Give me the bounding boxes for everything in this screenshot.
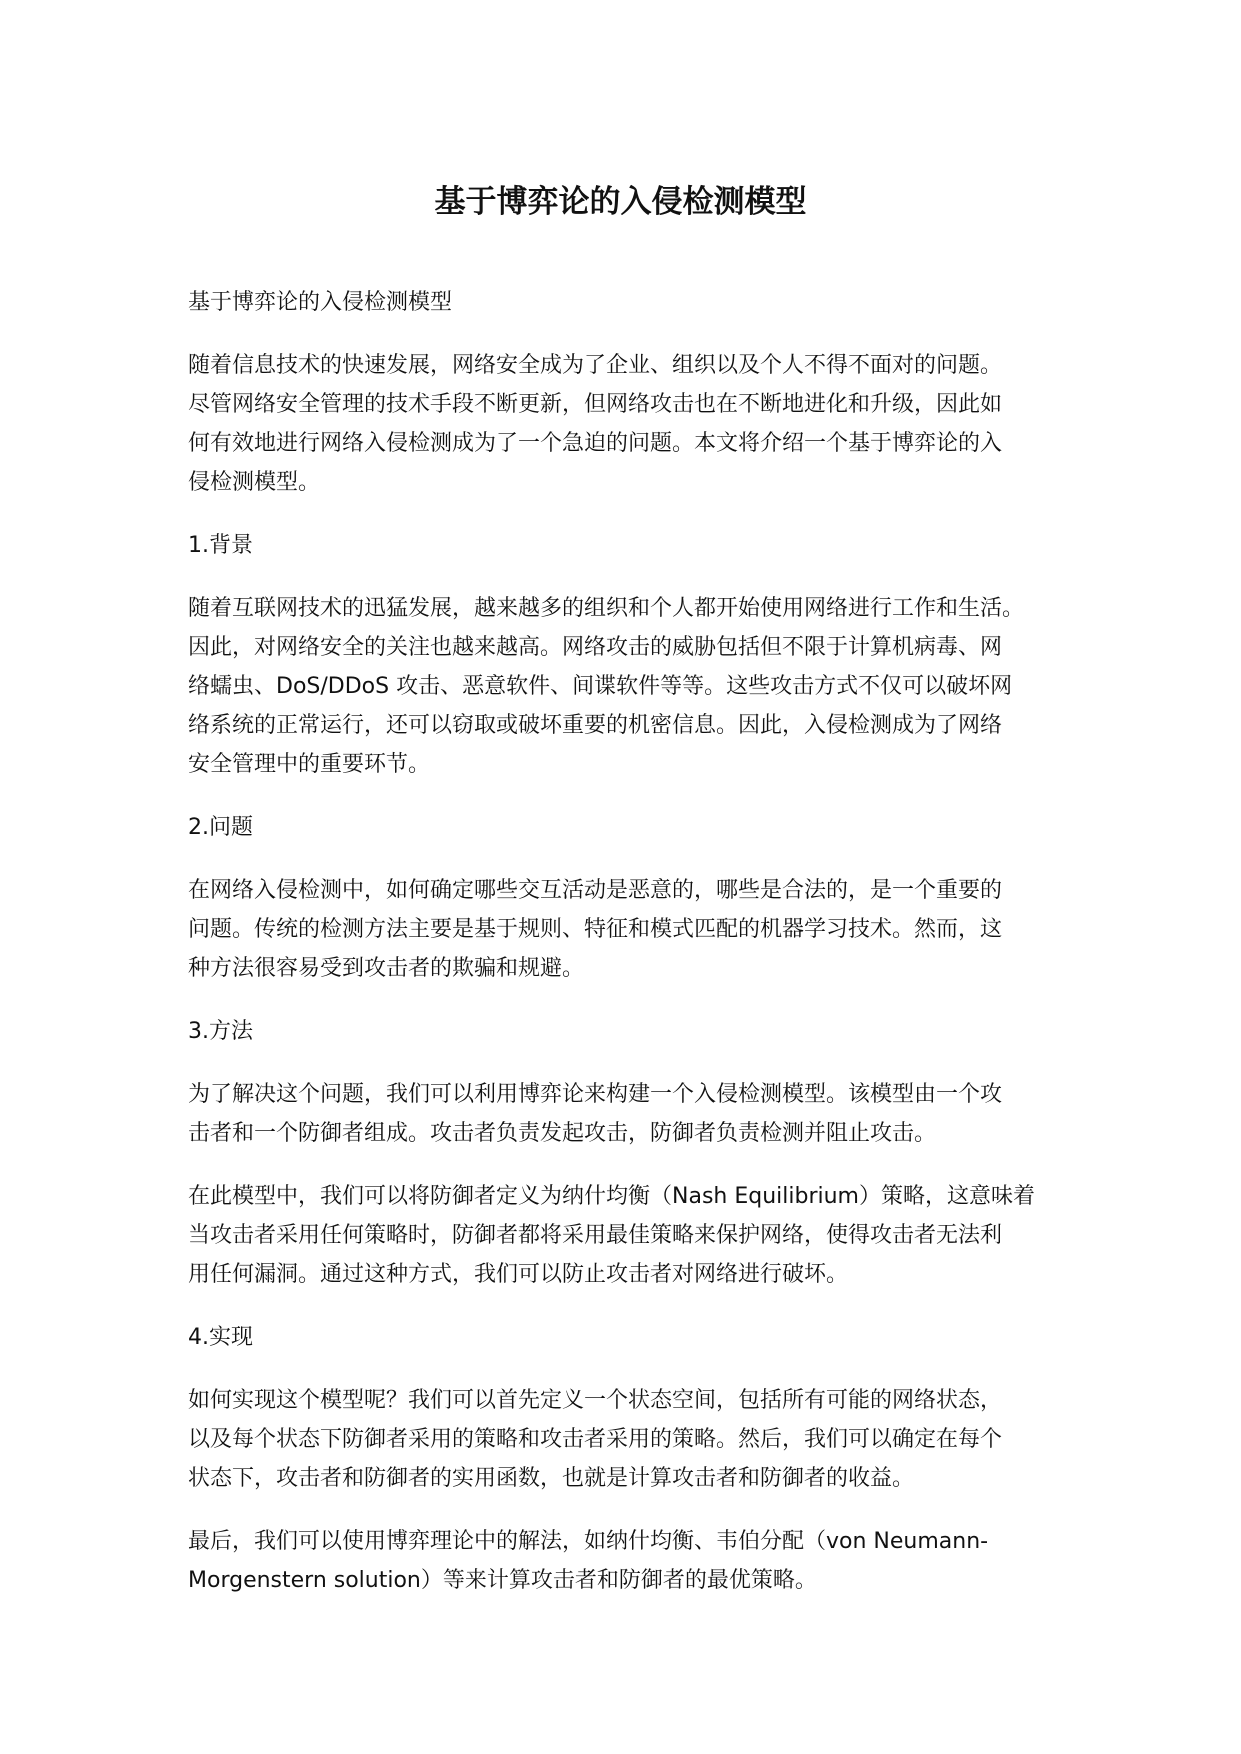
background-paragraph: 随着互联网技术的迅猛发展，越来越多的组织和个人都开始使用网络进行工作和生活。 因此，对网络安全的关注也越来越高。网络攻击的威胁包括但不限于计算机病毒、网 络蠕虫、DoS/DDoS 攻击、恶意软件、间谍软件等等。这些攻击方式不仅可以破坏网 络系统的正常运行，还可以窃取或破坏重要的机密信息。因此，入侵检测成为了网络 安全管理中的重要环节。 [188,596,1025,777]
method-paragraph-1: 为了解决这个问题，我们可以利用博弈论来构建一个入侵检测模型。该模型由一个攻 击者和一个防御者组成。攻击者负责发起攻击，防御者负责检测并阻止攻击。 [188,1082,1003,1146]
implementation-paragraph-2: 最后，我们可以使用博弈理论中的解法，如纳什均衡、韦伯分配（von Neumann- Morgenstern solution）等来计算攻击者和防御者的最优策略。 [188,1529,989,1593]
section-heading-background: 1.背景 [188,533,253,558]
section-heading-method: 3.方法 [188,1019,253,1044]
intro-paragraph: 随着信息技术的快速发展，网络安全成为了企业、组织以及个人不得不面对的问题。 尽管网络安全管理的技术手段不断更新，但网络攻击也在不断地进化和升级，因此如 何有效地进行网络入侵检测成为了一个急迫的问题。本文将介绍一个基于博弈论的入 侵检测模型。 [188,353,1003,495]
section-heading-problem: 2.问题 [188,815,253,840]
document-body [188,283,1068,1624]
problem-paragraph: 在网络入侵检测中，如何确定哪些交互活动是恶意的，哪些是合法的，是一个重要的 问题。传统的检测方法主要是基于规则、特征和模式匹配的机器学习技术。然而，这 种方法很容易受到攻击者的欺骗和规避。 [188,878,1003,981]
method-paragraph-2: 在此模型中，我们可以将防御者定义为纳什均衡（Nash Equilibrium）策略，这意味着 当攻击者采用任何策略时，防御者都将采用最佳策略来保护网络，使得攻击者无法利 用任何漏洞。通过这种方式，我们可以防止攻击者对网络进行破坏。 [188,1184,1035,1287]
section-heading-implementation: 4.实现 [188,1325,253,1350]
document-subtitle: 基于博弈论的入侵检测模型 [188,290,453,315]
document-title: 基于博弈论的入侵检测模型 [434,184,807,220]
implementation-paragraph-1: 如何实现这个模型呢？我们可以首先定义一个状态空间，包括所有可能的网络状态， 以及每个状态下防御者采用的策略和攻击者采用的策略。然后，我们可以确定在每个 状态下，攻击者和防御者的实用函数，也就是计算攻击者和防御者的收益。 [188,1388,1003,1491]
